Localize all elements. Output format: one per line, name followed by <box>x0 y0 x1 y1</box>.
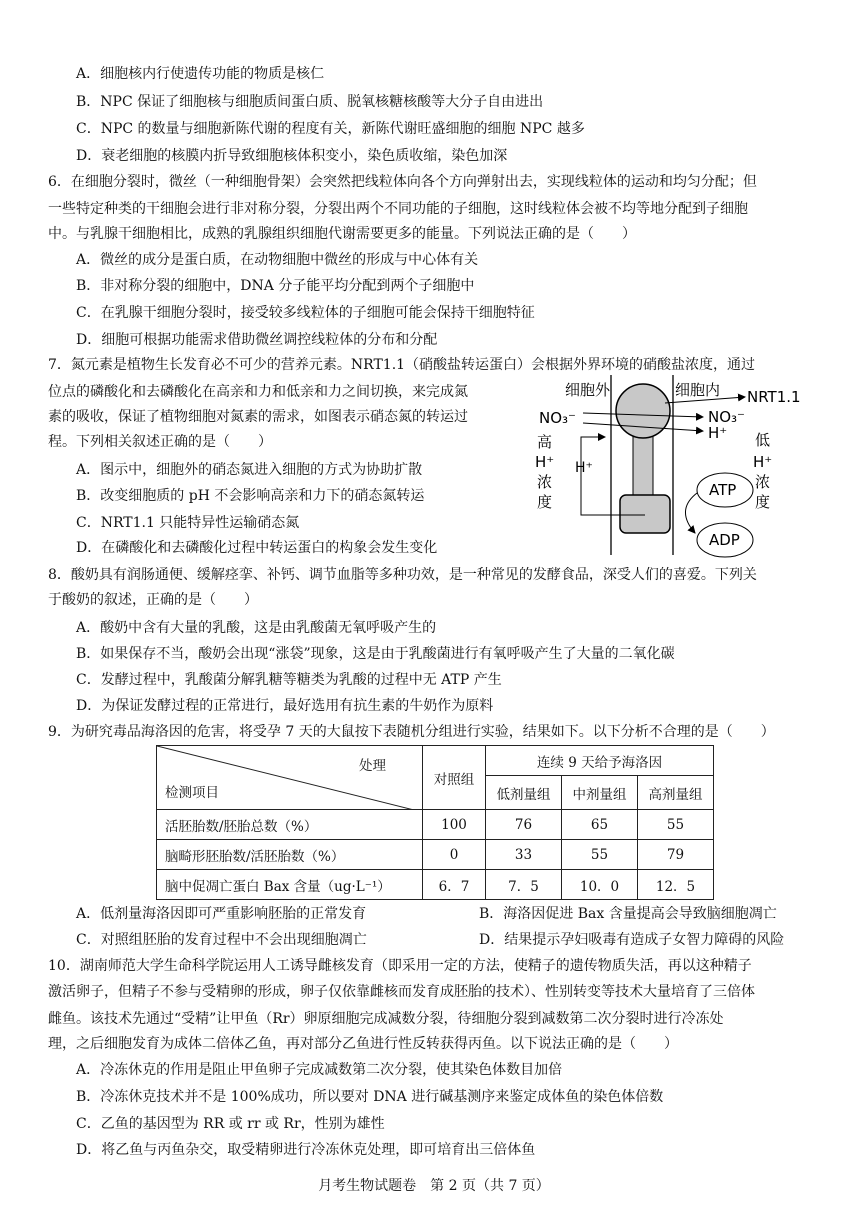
q7-stem-line: 素的吸收，保证了植物细胞对氮素的需求，如图表示硝态氮的转运过 <box>48 409 468 425</box>
q10-option-a: A．冷冻休克的作用是阻止甲鱼卵子完成减数第二次分裂，使其染色体数目加倍 <box>76 1062 563 1078</box>
q6-stem-line: 6．在细胞分裂时，微丝（一种细胞骨架）会突然把线粒体向各个方向弹射出去，实现线粒体的运动和均匀分配；但 <box>48 174 757 190</box>
q9-data-table <box>156 745 714 900</box>
q10-stem-line: 理，之后细胞发育为成体二倍体乙鱼，再对部分乙鱼进行性反转获得丙鱼。以下说法正确的是（ ） <box>48 1036 678 1052</box>
adp-label: ADP <box>709 531 740 549</box>
q10-stem-line: 雌鱼。该技术先通过“受精”让甲鱼（Rr）卵原细胞完成减数分裂，待细胞分裂到减数第二次分裂时进行冷冻处 <box>48 1011 724 1027</box>
table-row <box>157 810 714 840</box>
h-left: H⁺ <box>575 460 593 476</box>
cell: 0 <box>423 840 486 870</box>
page-footer: 月考生物试题卷 第 2 页（共 7 页） <box>318 1178 550 1194</box>
q5-option-b: B．NPC 保证了细胞核与细胞质间蛋白质、脱氧核糖核酸等大分子自由进出 <box>76 94 544 110</box>
cell: 65 <box>562 810 638 840</box>
q10-stem-line: 10．湖南师范大学生命科学院运用人工诱导雌核发育（即采用一定的方法，使精子的遗传物质失活，再以这种精子 <box>48 958 752 974</box>
q10-option-c: C．乙鱼的基因型为 RR 或 rr 或 Rr，性别为雄性 <box>76 1116 385 1132</box>
q10-option-d: D．将乙鱼与丙鱼杂交，取受精卵进行冷冻休克处理，即可培育出三倍体鱼 <box>76 1142 536 1158</box>
q8-stem-line: 于酸奶的叙述，正确的是（ ） <box>48 592 258 608</box>
h-inside: H⁺ <box>708 424 728 442</box>
q9-option-b: B．海洛因促进 Bax 含量提高会导致脑细胞凋亡 <box>479 906 777 922</box>
q8-option-a: A．酸奶中含有大量的乳酸，这是由乳酸菌无氧呼吸产生的 <box>76 620 437 636</box>
corner-top-label: 处理 <box>359 758 386 774</box>
proton-pump-icon <box>620 495 670 533</box>
q5-option-c: C．NPC 的数量与细胞新陈代谢的程度有关，新陈代谢旺盛细胞的细胞 NPC 越多 <box>76 121 585 137</box>
table-row <box>157 840 714 870</box>
high-label-3: 浓 <box>537 473 553 491</box>
nrt11-label: NRT1.1 <box>747 388 801 406</box>
cell: 55 <box>562 840 638 870</box>
q8-stem-line: 8．酸奶具有润肠通便、缓解痉挛、补钙、调节血脂等多种功效，是一种常见的发酵食品，深受人们的喜爱。下列关 <box>48 567 757 583</box>
no3-outside: NO₃⁻ <box>539 409 576 427</box>
high-label-4: 度 <box>537 493 553 511</box>
q10-option-b: B．冷冻休克技术并不是 100%成功，所以要对 DNA 进行碱基测序来鉴定成体鱼的染色体倍数 <box>76 1089 664 1105</box>
atp-to-adp-arrow <box>685 493 697 533</box>
q6-option-a: A．微丝的成分是蛋白质，在动物细胞中微丝的形成与中心体有关 <box>76 252 479 268</box>
cell: 6．7 <box>423 870 486 900</box>
low-label-3: 浓 <box>755 473 771 491</box>
header-control: 对照组 <box>423 746 486 810</box>
q5-option-a: A．细胞核内行使遗传功能的物质是核仁 <box>76 66 325 82</box>
q7-option-b: B．改变细胞质的 pH 不会影响高亲和力下的硝态氮转运 <box>76 488 425 504</box>
q9-stem: 9．为研究毒品海洛因的危害，将受孕 7 天的大鼠按下表随机分组进行实验，结果如下。以下分析不合理的是（ ） <box>48 724 775 740</box>
cell: 79 <box>638 840 714 870</box>
q7-option-d: D．在磷酸化和去磷酸化过程中转运蛋白的构象会发生变化 <box>76 540 438 556</box>
outside-label: 细胞外 <box>565 381 611 399</box>
cell: 55 <box>638 810 714 840</box>
q9-option-a: A．低剂量海洛因即可严重影响胚胎的正常发育 <box>76 906 367 922</box>
nrt11-transport-diagram <box>525 375 845 560</box>
high-label-2: H⁺ <box>535 453 555 471</box>
q6-stem-line: 一些特定种类的干细胞会进行非对称分裂，分裂出两个不同功能的子细胞，这时线粒体会被不均等地分配到子细胞 <box>48 201 748 217</box>
header-heroin-group: 连续 9 天给予海洛因 <box>486 746 714 776</box>
q6-stem-line: 中。与乳腺干细胞相比，成熟的乳腺组织细胞代谢需要更多的能量。下列说法正确的是（ ） <box>48 226 636 242</box>
q7-stem-line: 程。下列相关叙述正确的是（ ） <box>48 434 272 450</box>
q7-stem-line: 位点的磷酸化和去磷酸化在高亲和力和低亲和力之间切换，来完成氮 <box>48 384 468 400</box>
q5-option-d: D．衰老细胞的核膜内折导致细胞核体积变小，染色质收缩，染色加深 <box>76 148 508 164</box>
cell: 33 <box>486 840 562 870</box>
header-high-dose: 高剂量组 <box>638 776 714 810</box>
atp-label: ATP <box>709 481 737 499</box>
inside-label: 细胞内 <box>675 381 721 399</box>
no3-inside: NO₃⁻ <box>708 408 745 426</box>
row-label: 脑中促凋亡蛋白 Bax 含量（ug·L⁻¹） <box>157 870 423 900</box>
cell: 100 <box>423 810 486 840</box>
corner-bottom-label: 检测项目 <box>165 785 219 801</box>
table-row <box>157 870 714 900</box>
q8-option-c: C．发酵过程中，乳酸菌分解乳糖等糖类为乳酸的过程中无 ATP 产生 <box>76 672 502 688</box>
q8-option-d: D．为保证发酵过程的正常进行，最好选用有抗生素的牛奶作为原料 <box>76 698 494 714</box>
cell: 7．5 <box>486 870 562 900</box>
header-low-dose: 低剂量组 <box>486 776 562 810</box>
low-label-4: 度 <box>755 493 771 511</box>
q6-option-b: B．非对称分裂的细胞中，DNA 分子能平均分配到两个子细胞中 <box>76 278 475 294</box>
header-mid-dose: 中剂量组 <box>562 776 638 810</box>
cell: 12．5 <box>638 870 714 900</box>
q6-option-d: D．细胞可根据功能需求借助微丝调控线粒体的分布和分配 <box>76 332 438 348</box>
q6-option-c: C．在乳腺干细胞分裂时，接受较多线粒体的子细胞可能会保持干细胞特征 <box>76 305 535 321</box>
q9-option-c: C．对照组胚胎的发育过程中不会出现细胞凋亡 <box>76 932 367 948</box>
row-label: 活胚胎数/胚胎总数（%） <box>157 810 423 840</box>
low-label-2: H⁺ <box>753 453 773 471</box>
cell: 10．0 <box>562 870 638 900</box>
q7-option-a: A．图示中，细胞外的硝态氮进入细胞的方式为协助扩散 <box>76 462 423 478</box>
row-label: 脑畸形胚胎数/活胚胎数（%） <box>157 840 423 870</box>
high-label-1: 高 <box>537 433 553 451</box>
q9-option-d: D．结果提示孕妇吸毒有造成子女智力障碍的风险 <box>479 932 785 948</box>
q7-stem-line: 7．氮元素是植物生长发育必不可少的营养元素。NRT1.1（硝酸盐转运蛋白）会根据外界环境的硝酸盐浓度，通过 <box>48 357 756 373</box>
table-corner-cell <box>157 746 423 810</box>
q7-option-c: C．NRT1.1 只能特异性运输硝态氮 <box>76 515 300 531</box>
q8-option-b: B．如果保存不当，酸奶会出现“涨袋”现象，这是由于乳酸菌进行有氧呼吸产生了大量的二氧化碳 <box>76 646 675 662</box>
nrt11-transporter-icon <box>616 384 670 438</box>
cell: 76 <box>486 810 562 840</box>
q10-stem-line: 激活卵子，但精子不参与受精卵的形成，卵子仅依靠雌核而发育成胚胎的技术）、性别转变等技术大量培育了三倍体 <box>48 984 755 1000</box>
low-label-1: 低 <box>755 431 771 449</box>
